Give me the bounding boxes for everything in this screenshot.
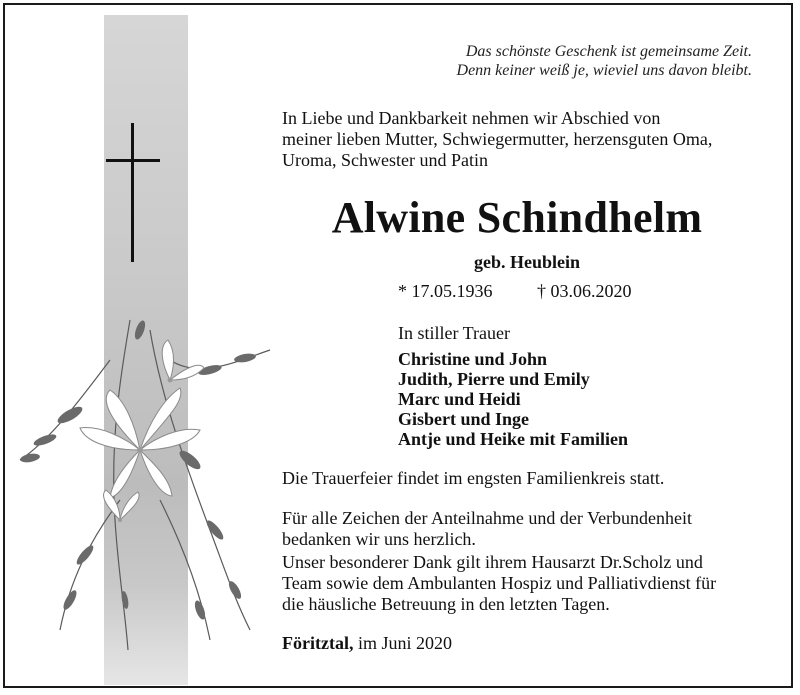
motto-quote [457, 42, 752, 80]
thanks-line: Für alle Zeichen der Anteilnahme und der Verbundenheit [282, 508, 693, 528]
funeral-note [282, 468, 772, 489]
motto-line: Das schönste Geschenk ist gemeinsame Zeit. [465, 43, 752, 60]
signature [282, 633, 452, 654]
special-thanks-line: die häusliche Betreuung in den letzten Tagen. [282, 594, 610, 614]
list-item: Gisbert und Inge [398, 409, 530, 429]
special-thanks-note [282, 552, 772, 615]
signature-place: Föritztal, [282, 633, 354, 653]
intro-line: Uroma, Schwester und Patin [282, 150, 488, 170]
list-item: Judith, Pierre und Emily [398, 369, 590, 389]
intro-line: In Liebe und Dankbarkeit nehmen wir Abschied von [282, 108, 661, 128]
list-item: Christine und John [398, 349, 548, 369]
birth-date: * 17.05.1936 [398, 281, 493, 301]
mourners-list [398, 349, 628, 449]
lily-bouquet-icon [10, 300, 280, 660]
motto-line: Denn keiner weiß je, wieviel uns davon bleibt. [456, 62, 752, 79]
special-thanks-line: Unser besonderer Dank gilt ihrem Hausarzt Dr.Scholz und [282, 552, 703, 572]
intro-line: meiner lieben Mutter, Schwiegermutter, herzensguten Oma, [282, 129, 713, 149]
special-thanks-line: Team sowie dem Ambulanten Hospiz und Palliativdienst für [282, 573, 717, 593]
mourning-heading: In stiller Trauer [398, 323, 510, 343]
life-dates [398, 280, 632, 302]
thanks-note [282, 508, 772, 550]
death-date: † 03.06.2020 [537, 281, 632, 301]
list-item: Antje und Heike mit Familien [398, 429, 628, 449]
funeral-line: Die Trauerfeier findet im engsten Familienkreis statt. [282, 468, 665, 488]
thanks-line: bedanken wir uns herzlich. [282, 529, 476, 549]
list-item: Marc und Heidi [398, 389, 521, 409]
deceased-name: Alwine Schindhelm [331, 193, 703, 242]
intro-text [282, 108, 772, 171]
maiden-name: geb. Heublein [473, 252, 580, 272]
signature-date: im Juni 2020 [357, 633, 452, 653]
